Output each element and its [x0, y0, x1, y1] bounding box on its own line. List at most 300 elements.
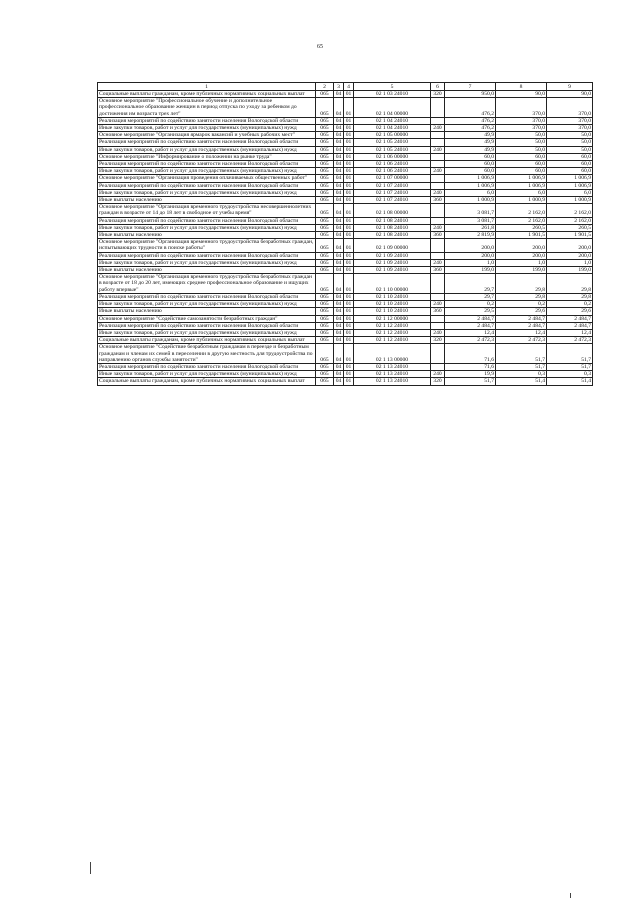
- row-value-year3: 370,0: [547, 117, 593, 124]
- row-subsection: 01: [344, 363, 354, 370]
- row-expense-type: 240: [431, 259, 445, 266]
- row-value-year2: 1 006,9: [496, 182, 547, 189]
- row-section: 04: [334, 252, 344, 259]
- row-subsection: 01: [344, 344, 354, 364]
- table-row: [98, 363, 593, 370]
- row-subsection: 01: [344, 224, 354, 231]
- row-section: 04: [334, 322, 344, 329]
- row-value-year3: 2 472,3: [547, 337, 593, 344]
- header-cell: 6: [431, 83, 445, 91]
- row-ministry: 065: [316, 252, 334, 259]
- row-section: 04: [334, 153, 344, 160]
- row-ministry: 065: [316, 182, 334, 189]
- header-cell: 9: [547, 83, 593, 91]
- row-name: Иные выплаты населению: [98, 197, 316, 204]
- row-value-year1: 19,9: [445, 371, 496, 378]
- row-target-code: 02 1 10 24010: [354, 293, 431, 300]
- row-name: Иные выплаты населению: [98, 308, 316, 315]
- row-target-code: 02 1 08 24010: [354, 232, 431, 239]
- table-row: [98, 239, 593, 252]
- table-row: [98, 175, 593, 182]
- row-ministry: 065: [316, 337, 334, 344]
- row-value-year1: 476,2: [445, 117, 496, 124]
- row-ministry: 065: [316, 197, 334, 204]
- row-expense-type: 360: [431, 267, 445, 274]
- row-section: 04: [334, 204, 344, 217]
- row-ministry: 065: [316, 132, 334, 139]
- row-value-year1: 3 081,7: [445, 204, 496, 217]
- row-value-year2: 6,0: [496, 189, 547, 196]
- row-name: Иные закупки товаров, работ и услуг для государственных (муниципальных) нужд: [98, 224, 316, 231]
- row-name: Иные закупки товаров, работ и услуг для государственных (муниципальных) нужд: [98, 259, 316, 266]
- row-ministry: 065: [316, 274, 334, 294]
- row-value-year1: 1 006,9: [445, 182, 496, 189]
- row-ministry: 065: [316, 153, 334, 160]
- row-value-year1: 1,0: [445, 259, 496, 266]
- row-ministry: 065: [316, 315, 334, 322]
- row-ministry: 065: [316, 224, 334, 231]
- row-value-year3: 1 006,9: [547, 175, 593, 182]
- row-value-year1: 12,4: [445, 329, 496, 336]
- row-subsection: 01: [344, 232, 354, 239]
- row-expense-type: 320: [431, 378, 445, 385]
- row-value-year2: 2 162,0: [496, 204, 547, 217]
- row-section: 04: [334, 132, 344, 139]
- row-expense-type: [431, 139, 445, 146]
- row-expense-type: [431, 252, 445, 259]
- row-target-code: 02 1 05 24010: [354, 139, 431, 146]
- row-value-year2: 370,0: [496, 117, 547, 124]
- row-value-year3: 2 162,0: [547, 217, 593, 224]
- row-section: 04: [334, 259, 344, 266]
- row-name: Реализация мероприятий по содействию занятости населения Вологодской области: [98, 161, 316, 168]
- table-row: [98, 259, 593, 266]
- row-value-year1: 51,7: [445, 378, 496, 385]
- row-ministry: 065: [316, 146, 334, 153]
- row-subsection: 01: [344, 239, 354, 252]
- row-name: Социальные выплаты гражданам, кроме публичных нормативных социальных выплат: [98, 337, 316, 344]
- row-value-year3: 6,0: [547, 189, 593, 196]
- row-value-year3: 370,0: [547, 125, 593, 132]
- row-value-year1: 199,0: [445, 267, 496, 274]
- row-target-code: 02 1 07 24010: [354, 189, 431, 196]
- row-value-year1: 49,9: [445, 132, 496, 139]
- row-section: 04: [334, 168, 344, 175]
- row-expense-type: [431, 117, 445, 124]
- row-target-code: 02 1 10 24010: [354, 308, 431, 315]
- row-ministry: 065: [316, 217, 334, 224]
- row-value-year2: 370,0: [496, 98, 547, 118]
- row-subsection: 01: [344, 189, 354, 196]
- row-name: Основное мероприятие "Организация ярмарок вакансий и учебных рабочих мест": [98, 132, 316, 139]
- row-value-year1: 71,6: [445, 344, 496, 364]
- row-value-year2: 2 472,3: [496, 337, 547, 344]
- row-expense-type: [431, 153, 445, 160]
- row-ministry: 065: [316, 267, 334, 274]
- row-target-code: 02 1 13 24010: [354, 378, 431, 385]
- table-row: [98, 146, 593, 153]
- table-row: [98, 139, 593, 146]
- row-target-code: 02 1 12 00000: [354, 315, 431, 322]
- row-ministry: 065: [316, 371, 334, 378]
- row-subsection: 01: [344, 267, 354, 274]
- row-subsection: 01: [344, 125, 354, 132]
- row-value-year2: 12,4: [496, 329, 547, 336]
- row-value-year2: 200,0: [496, 252, 547, 259]
- row-target-code: 02 1 09 24010: [354, 259, 431, 266]
- table-row: [98, 371, 593, 378]
- row-name: Основное мероприятие "Содействие безработным гражданам в переезде и безработным гражданам и членам их семей в переселении в другую местность для трудоустройства по направлению органов службы занятости": [98, 344, 316, 364]
- table-row: [98, 308, 593, 315]
- row-name: Основное мероприятие "Организация временного трудоустройства несовершеннолетних граждан в возрасте от 14 до 18 лет в свободное от учебы время": [98, 204, 316, 217]
- row-value-year2: 370,0: [496, 125, 547, 132]
- row-value-year3: 1,0: [547, 259, 593, 266]
- row-subsection: 01: [344, 329, 354, 336]
- row-value-year3: 29,8: [547, 274, 593, 294]
- row-subsection: 01: [344, 274, 354, 294]
- row-ministry: 065: [316, 259, 334, 266]
- row-value-year2: 60,0: [496, 168, 547, 175]
- row-expense-type: 240: [431, 224, 445, 231]
- row-value-year3: 199,0: [547, 267, 593, 274]
- row-expense-type: [431, 204, 445, 217]
- row-value-year3: 50,0: [547, 146, 593, 153]
- row-value-year3: 29,8: [547, 293, 593, 300]
- row-expense-type: [431, 274, 445, 294]
- row-section: 04: [334, 378, 344, 385]
- row-target-code: 02 1 07 00000: [354, 175, 431, 182]
- row-value-year2: 50,0: [496, 146, 547, 153]
- table-row: [98, 117, 593, 124]
- row-expense-type: [431, 315, 445, 322]
- table-row: [98, 322, 593, 329]
- row-value-year1: 49,9: [445, 139, 496, 146]
- table-row: [98, 224, 593, 231]
- table-row: [98, 274, 593, 294]
- row-value-year1: 71,6: [445, 363, 496, 370]
- row-expense-type: [431, 132, 445, 139]
- row-ministry: 065: [316, 91, 334, 98]
- row-target-code: 02 1 08 24010: [354, 217, 431, 224]
- table-body: [98, 91, 593, 386]
- row-value-year3: 2 484,7: [547, 315, 593, 322]
- row-value-year2: 50,0: [496, 132, 547, 139]
- table-row: [98, 337, 593, 344]
- row-subsection: 01: [344, 175, 354, 182]
- row-expense-type: 360: [431, 232, 445, 239]
- row-value-year3: 29,6: [547, 308, 593, 315]
- page-number: 65: [317, 44, 323, 50]
- row-target-code: 02 1 04 00000: [354, 98, 431, 118]
- row-subsection: 01: [344, 252, 354, 259]
- row-section: 04: [334, 337, 344, 344]
- row-value-year3: 51,7: [547, 363, 593, 370]
- row-name: Иные закупки товаров, работ и услуг для государственных (муниципальных) нужд: [98, 125, 316, 132]
- table-row: [98, 252, 593, 259]
- row-value-year3: 260,5: [547, 224, 593, 231]
- row-subsection: 01: [344, 182, 354, 189]
- row-value-year2: 51,7: [496, 344, 547, 364]
- row-value-year2: 0,2: [496, 301, 547, 308]
- row-subsection: 01: [344, 117, 354, 124]
- row-target-code: 02 1 07 24010: [354, 182, 431, 189]
- row-name: Реализация мероприятий по содействию занятости населения Вологодской области: [98, 363, 316, 370]
- row-value-year3: 12,4: [547, 329, 593, 336]
- row-name: Социальные выплаты гражданам, кроме публичных нормативных социальных выплат: [98, 91, 316, 98]
- row-value-year1: 60,0: [445, 153, 496, 160]
- table-row: [98, 204, 593, 217]
- row-target-code: 02 1 06 24010: [354, 168, 431, 175]
- row-value-year3: 1 000,9: [547, 197, 593, 204]
- table-row: [98, 293, 593, 300]
- row-subsection: 01: [344, 197, 354, 204]
- row-name: Иные закупки товаров, работ и услуг для государственных (муниципальных) нужд: [98, 146, 316, 153]
- row-target-code: 02 1 10 24010: [354, 301, 431, 308]
- row-section: 04: [334, 161, 344, 168]
- row-ministry: 065: [316, 378, 334, 385]
- row-value-year3: 51,4: [547, 378, 593, 385]
- row-expense-type: [431, 363, 445, 370]
- row-name: Реализация мероприятий по содействию занятости населения Вологодской области: [98, 117, 316, 124]
- table-row: [98, 91, 593, 98]
- row-expense-type: 240: [431, 125, 445, 132]
- table-row: [98, 378, 593, 385]
- row-ministry: 065: [316, 293, 334, 300]
- table-row: [98, 232, 593, 239]
- row-name: Иные закупки товаров, работ и услуг для государственных (муниципальных) нужд: [98, 189, 316, 196]
- header-cell: 7: [445, 83, 496, 91]
- table-row: [98, 153, 593, 160]
- header-cell: 5: [354, 83, 431, 91]
- table-row: [98, 132, 593, 139]
- row-value-year3: 50,0: [547, 139, 593, 146]
- row-subsection: 01: [344, 161, 354, 168]
- row-target-code: 02 1 03 24010: [354, 91, 431, 98]
- row-value-year3: 90,0: [547, 91, 593, 98]
- row-ministry: 065: [316, 175, 334, 182]
- row-name: Иные закупки товаров, работ и услуг для государственных (муниципальных) нужд: [98, 371, 316, 378]
- row-target-code: 02 1 12 24010: [354, 337, 431, 344]
- row-subsection: 01: [344, 98, 354, 118]
- row-ministry: 065: [316, 139, 334, 146]
- row-expense-type: 240: [431, 189, 445, 196]
- row-ministry: 065: [316, 322, 334, 329]
- row-target-code: 02 1 13 00000: [354, 344, 431, 364]
- row-target-code: 02 1 08 00000: [354, 204, 431, 217]
- row-section: 04: [334, 91, 344, 98]
- row-value-year2: 260,5: [496, 224, 547, 231]
- row-subsection: 01: [344, 146, 354, 153]
- row-section: 04: [334, 182, 344, 189]
- row-expense-type: [431, 239, 445, 252]
- row-subsection: 01: [344, 378, 354, 385]
- table-row: [98, 344, 593, 364]
- row-expense-type: 240: [431, 168, 445, 175]
- header-cell: 8: [496, 83, 547, 91]
- row-name: Иные закупки товаров, работ и услуг для государственных (муниципальных) нужд: [98, 329, 316, 336]
- row-value-year1: 3 081,7: [445, 217, 496, 224]
- row-target-code: 02 1 04 24010: [354, 125, 431, 132]
- row-name: Реализация мероприятий по содействию занятости населения Вологодской области: [98, 182, 316, 189]
- table-row: [98, 197, 593, 204]
- row-ministry: 065: [316, 363, 334, 370]
- row-subsection: 01: [344, 322, 354, 329]
- row-target-code: 02 1 05 00000: [354, 132, 431, 139]
- table-row: [98, 125, 593, 132]
- budget-table: [97, 82, 593, 386]
- row-subsection: 01: [344, 259, 354, 266]
- row-value-year3: 2 162,0: [547, 204, 593, 217]
- row-ministry: 065: [316, 329, 334, 336]
- row-value-year2: 200,0: [496, 239, 547, 252]
- table-row: [98, 168, 593, 175]
- row-expense-type: [431, 161, 445, 168]
- row-value-year2: 2 484,7: [496, 322, 547, 329]
- row-name: Иные выплаты населению: [98, 267, 316, 274]
- row-expense-type: 240: [431, 329, 445, 336]
- row-ministry: 065: [316, 189, 334, 196]
- row-value-year3: 1 901,5: [547, 232, 593, 239]
- row-subsection: 01: [344, 371, 354, 378]
- row-name: Социальные выплаты гражданам, кроме публичных нормативных социальных выплат: [98, 378, 316, 385]
- row-subsection: 01: [344, 217, 354, 224]
- row-name: Иные закупки товаров, работ и услуг для государственных (муниципальных) нужд: [98, 168, 316, 175]
- row-section: 04: [334, 189, 344, 196]
- row-value-year1: 0,2: [445, 301, 496, 308]
- row-value-year2: 51,4: [496, 378, 547, 385]
- row-section: 04: [334, 239, 344, 252]
- row-section: 04: [334, 217, 344, 224]
- row-value-year3: 0,3: [547, 371, 593, 378]
- row-target-code: 02 1 09 24010: [354, 267, 431, 274]
- row-name: Основное мероприятие "Содействие самозанятости безработных граждан": [98, 315, 316, 322]
- row-value-year1: 200,0: [445, 239, 496, 252]
- row-expense-type: [431, 98, 445, 118]
- row-value-year2: 1,0: [496, 259, 547, 266]
- row-value-year3: 60,0: [547, 153, 593, 160]
- row-section: 04: [334, 344, 344, 364]
- row-target-code: 02 1 06 00000: [354, 153, 431, 160]
- row-value-year2: 2 162,0: [496, 217, 547, 224]
- row-expense-type: [431, 182, 445, 189]
- row-section: 04: [334, 117, 344, 124]
- row-ministry: 065: [316, 98, 334, 118]
- row-value-year1: 476,2: [445, 125, 496, 132]
- row-value-year1: 476,2: [445, 98, 496, 118]
- row-value-year1: 1 006,9: [445, 175, 496, 182]
- table-row: [98, 189, 593, 196]
- scan-mark: [90, 862, 91, 874]
- row-value-year3: 370,0: [547, 98, 593, 118]
- row-section: 04: [334, 146, 344, 153]
- row-value-year2: 51,7: [496, 363, 547, 370]
- table-row: [98, 315, 593, 322]
- row-target-code: 02 1 06 24010: [354, 161, 431, 168]
- table-row: [98, 267, 593, 274]
- row-value-year1: 29,7: [445, 293, 496, 300]
- row-section: 04: [334, 274, 344, 294]
- table-row: [98, 329, 593, 336]
- row-value-year3: 1 006,9: [547, 182, 593, 189]
- row-name: Реализация мероприятий по содействию занятости населения Вологодской области: [98, 139, 316, 146]
- row-value-year2: 29,8: [496, 274, 547, 294]
- row-ministry: 065: [316, 125, 334, 132]
- row-value-year1: 2 484,7: [445, 322, 496, 329]
- row-target-code: 02 1 12 24010: [354, 322, 431, 329]
- row-section: 04: [334, 267, 344, 274]
- row-ministry: 065: [316, 204, 334, 217]
- row-value-year2: 50,0: [496, 139, 547, 146]
- table-header-row: [98, 83, 593, 91]
- row-value-year3: 60,0: [547, 168, 593, 175]
- row-target-code: 02 1 05 24010: [354, 146, 431, 153]
- row-name: Основное мероприятие "Организация проведения оплачиваемых общественных работ": [98, 175, 316, 182]
- row-value-year3: 50,0: [547, 132, 593, 139]
- row-name: Реализация мероприятий по содействию занятости населения Вологодской области: [98, 252, 316, 259]
- row-target-code: 02 1 13 24010: [354, 371, 431, 378]
- row-expense-type: 240: [431, 301, 445, 308]
- row-ministry: 065: [316, 232, 334, 239]
- row-value-year1: 950,0: [445, 91, 496, 98]
- row-subsection: 01: [344, 293, 354, 300]
- row-ministry: 065: [316, 168, 334, 175]
- row-expense-type: 240: [431, 371, 445, 378]
- row-value-year2: 0,3: [496, 371, 547, 378]
- row-value-year2: 29,8: [496, 293, 547, 300]
- row-section: 04: [334, 293, 344, 300]
- row-subsection: 01: [344, 204, 354, 217]
- row-target-code: 02 1 12 24010: [354, 329, 431, 336]
- table-row: [98, 217, 593, 224]
- row-ministry: 065: [316, 239, 334, 252]
- header-cell: 3: [334, 83, 344, 91]
- row-target-code: 02 1 09 24010: [354, 252, 431, 259]
- row-value-year3: 200,0: [547, 252, 593, 259]
- row-expense-type: [431, 344, 445, 364]
- row-section: 04: [334, 329, 344, 336]
- row-ministry: 065: [316, 308, 334, 315]
- row-value-year1: 60,0: [445, 168, 496, 175]
- row-expense-type: 320: [431, 337, 445, 344]
- row-section: 04: [334, 224, 344, 231]
- row-value-year1: 2 484,7: [445, 315, 496, 322]
- row-value-year2: 1 006,9: [496, 175, 547, 182]
- row-name: Основное мероприятие "Профессиональное обучение и дополнительное профессиональное образование женщин в период отпуска по уходу за ребенком до достижения им возраста трех лет": [98, 98, 316, 118]
- row-subsection: 01: [344, 168, 354, 175]
- row-target-code: 02 1 13 24010: [354, 363, 431, 370]
- row-value-year2: 29,6: [496, 308, 547, 315]
- row-target-code: 02 1 09 00000: [354, 239, 431, 252]
- row-target-code: 02 1 07 24010: [354, 197, 431, 204]
- row-ministry: 065: [316, 344, 334, 364]
- row-value-year2: 60,0: [496, 161, 547, 168]
- header-cell: 4: [344, 83, 354, 91]
- row-target-code: 02 1 04 24010: [354, 117, 431, 124]
- row-value-year3: 60,0: [547, 161, 593, 168]
- row-section: 04: [334, 125, 344, 132]
- row-value-year1: 6,0: [445, 189, 496, 196]
- row-subsection: 01: [344, 91, 354, 98]
- row-value-year2: 60,0: [496, 153, 547, 160]
- row-name: Основное мероприятие "Информирование о положении на рынке труда": [98, 153, 316, 160]
- row-section: 04: [334, 363, 344, 370]
- row-expense-type: 320: [431, 91, 445, 98]
- row-expense-type: [431, 293, 445, 300]
- header-cell: 2: [316, 83, 334, 91]
- row-value-year1: 49,9: [445, 146, 496, 153]
- row-name: Иные выплаты населению: [98, 232, 316, 239]
- row-value-year1: 200,0: [445, 252, 496, 259]
